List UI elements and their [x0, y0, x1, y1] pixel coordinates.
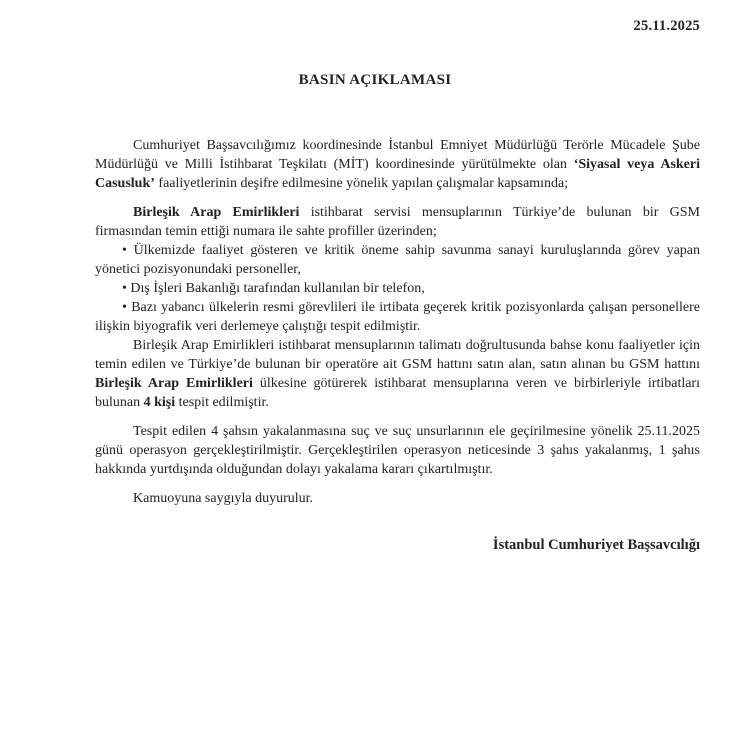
document-title: BASIN AÇIKLAMASI [298, 72, 452, 88]
bold-text-run: Birleşik Arap Emirlikleri [133, 205, 300, 220]
text-run: Tespit edilen 4 şahsın yakalanmasına suç ve suç unsurlarının ele geçirilmesine yönelik 25.11.2025 günü operasyon gerçekleştirilmiştir. Gerçekleştirilen operasyon neticesinde 3 şahıs yakalanmış, 1 şahıs hakkında yurtdışında olduğundan dolayı yakalama kararı çıkartılmıştır. [95, 424, 700, 477]
bold-text-run: Birleşik Arap Emirlikleri [95, 376, 253, 391]
paragraph [95, 422, 700, 479]
text-run: • Bazı yabancı ülkelerin resmi görevlileri ile irtibata geçerek kritik pozisyonlarda çalışan personellere ilişkin biyografik veri derlemeye çalıştığı tespit edilmiştir. [95, 300, 700, 334]
paragraph [95, 489, 700, 508]
paragraph [95, 336, 700, 412]
bullet-item [95, 298, 700, 336]
document-date: 25.11.2025 [633, 18, 700, 34]
paragraph [95, 136, 700, 193]
bullet-item [95, 241, 700, 279]
bullet-item [95, 279, 700, 298]
document-signature: İstanbul Cumhuriyet Başsavcılığı [492, 537, 700, 553]
document-body [95, 136, 700, 508]
bold-text-run: ‘Siyasal veya Askeri Casusluk’ [95, 157, 700, 191]
text-run: • Dış İşleri Bakanlığı tarafından kullanılan bir telefon, [122, 281, 425, 296]
text-run: istihbarat servisi mensuplarının Türkiye’de bulunan bir GSM firmasından temin ettiği numara ile sahte profiller üzerinden; [95, 205, 700, 239]
text-run: tespit edilmiştir. [175, 395, 269, 410]
document-content [95, 18, 700, 555]
paragraph [95, 203, 700, 241]
text-run: Cumhuriyet Başsavcılığımız koordinesinde İstanbul Emniyet Müdürlüğü Terörle Mücadele Şube Müdürlüğü ve Milli İstihbarat Teşkilatı (MİT) koordinesinde yürütülmekte olan [95, 138, 700, 172]
text-run: faaliyetlerinin deşifre edilmesine yönelik yapılan çalışmalar kapsamında; [154, 176, 569, 191]
text-run: Kamuoyuna saygıyla duyurulur. [133, 491, 314, 506]
text-run: • Ülkemizde faaliyet gösteren ve kritik öneme sahip savunma sanayi kuruluşlarında görev yapan yönetici pozisyonundaki personeller, [95, 243, 700, 277]
text-run: ülkesine götürerek istihbarat mensuplarına veren ve birbirleriyle irtibatları bulunan [95, 376, 700, 410]
bold-text-run: 4 kişi [143, 395, 176, 410]
text-run: Birleşik Arap Emirlikleri istihbarat mensuplarının talimatı doğrultusunda bahse konu faaliyetler için temin edilen ve Türkiye’de bulunan bir operatöre ait GSM hattını satın alan, satın alınan bu GSM hattını [95, 338, 700, 372]
